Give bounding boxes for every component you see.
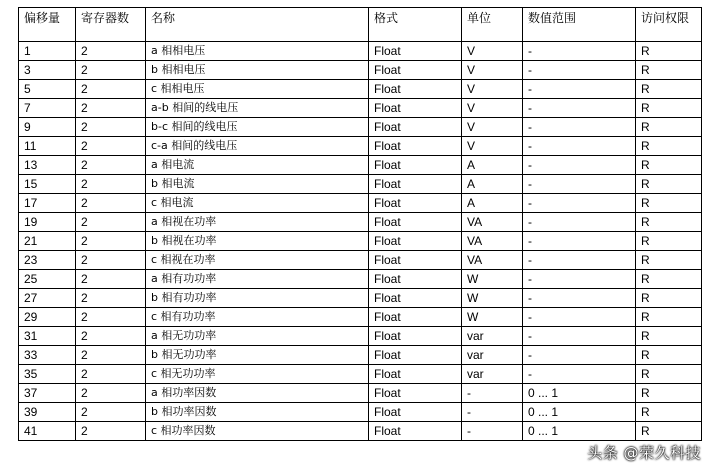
cell-value-range: - xyxy=(523,80,636,99)
cell-unit: V xyxy=(462,99,523,118)
cell-access: R xyxy=(636,175,702,194)
cell-offset: 13 xyxy=(19,156,76,175)
cell-format: Float xyxy=(369,194,462,213)
table-row xyxy=(19,289,702,308)
cell-access: R xyxy=(636,365,702,384)
cell-value-range: 0 ... 1 xyxy=(523,422,636,441)
cell-register-count: 2 xyxy=(76,365,146,384)
cell-name: a 相功率因数 xyxy=(146,384,369,403)
table-row xyxy=(19,308,702,327)
cell-format: Float xyxy=(369,346,462,365)
table-header-row xyxy=(19,8,702,42)
cell-value-range: - xyxy=(523,365,636,384)
cell-offset: 21 xyxy=(19,232,76,251)
cell-value-range: - xyxy=(523,137,636,156)
cell-register-count: 2 xyxy=(76,42,146,61)
cell-value-range: - xyxy=(523,118,636,137)
cell-offset: 15 xyxy=(19,175,76,194)
cell-name: a 相相电压 xyxy=(146,42,369,61)
cell-unit: var xyxy=(462,327,523,346)
cell-name: b 相视在功率 xyxy=(146,232,369,251)
cell-format: Float xyxy=(369,175,462,194)
cell-unit: - xyxy=(462,403,523,422)
cell-format: Float xyxy=(369,156,462,175)
cell-value-range: - xyxy=(523,156,636,175)
cell-offset: 41 xyxy=(19,422,76,441)
cell-unit: var xyxy=(462,365,523,384)
cell-offset: 29 xyxy=(19,308,76,327)
table-row xyxy=(19,80,702,99)
cell-offset: 37 xyxy=(19,384,76,403)
cell-access: R xyxy=(636,403,702,422)
table-row xyxy=(19,365,702,384)
cell-unit: V xyxy=(462,137,523,156)
cell-value-range: - xyxy=(523,99,636,118)
table-row xyxy=(19,232,702,251)
cell-format: Float xyxy=(369,289,462,308)
cell-value-range: 0 ... 1 xyxy=(523,403,636,422)
cell-format: Float xyxy=(369,99,462,118)
table-row xyxy=(19,175,702,194)
table-row xyxy=(19,270,702,289)
cell-name: a 相无功功率 xyxy=(146,327,369,346)
cell-format: Float xyxy=(369,308,462,327)
header-register-count: 寄存器数 xyxy=(76,8,146,42)
cell-access: R xyxy=(636,289,702,308)
cell-unit: W xyxy=(462,308,523,327)
cell-name: a 相电流 xyxy=(146,156,369,175)
header-format: 格式 xyxy=(369,8,462,42)
cell-access: R xyxy=(636,99,702,118)
cell-register-count: 2 xyxy=(76,61,146,80)
cell-register-count: 2 xyxy=(76,403,146,422)
cell-register-count: 2 xyxy=(76,346,146,365)
cell-name: b 相相电压 xyxy=(146,61,369,80)
cell-value-range: - xyxy=(523,346,636,365)
header-unit: 单位 xyxy=(462,8,523,42)
cell-name: c 相无功功率 xyxy=(146,365,369,384)
cell-access: R xyxy=(636,346,702,365)
cell-register-count: 2 xyxy=(76,251,146,270)
cell-name: b 相无功功率 xyxy=(146,346,369,365)
cell-access: R xyxy=(636,80,702,99)
cell-register-count: 2 xyxy=(76,384,146,403)
cell-format: Float xyxy=(369,232,462,251)
cell-unit: VA xyxy=(462,251,523,270)
cell-register-count: 2 xyxy=(76,118,146,137)
cell-format: Float xyxy=(369,118,462,137)
cell-offset: 9 xyxy=(19,118,76,137)
cell-unit: V xyxy=(462,118,523,137)
cell-format: Float xyxy=(369,42,462,61)
watermark xyxy=(587,442,701,463)
cell-access: R xyxy=(636,422,702,441)
table-row xyxy=(19,118,702,137)
cell-name: c-a 相间的线电压 xyxy=(146,137,369,156)
cell-unit: V xyxy=(462,42,523,61)
cell-offset: 35 xyxy=(19,365,76,384)
table-row xyxy=(19,194,702,213)
cell-value-range: - xyxy=(523,308,636,327)
cell-access: R xyxy=(636,270,702,289)
table-row xyxy=(19,346,702,365)
table-row xyxy=(19,99,702,118)
table-row xyxy=(19,61,702,80)
cell-name: a-b 相间的线电压 xyxy=(146,99,369,118)
cell-value-range: - xyxy=(523,251,636,270)
cell-unit: VA xyxy=(462,232,523,251)
cell-unit: A xyxy=(462,175,523,194)
table-row xyxy=(19,42,702,61)
cell-offset: 25 xyxy=(19,270,76,289)
cell-access: R xyxy=(636,327,702,346)
cell-format: Float xyxy=(369,422,462,441)
cell-value-range: - xyxy=(523,232,636,251)
cell-access: R xyxy=(636,194,702,213)
cell-unit: - xyxy=(462,422,523,441)
cell-name: a 相视在功率 xyxy=(146,213,369,232)
cell-offset: 27 xyxy=(19,289,76,308)
cell-unit: var xyxy=(462,346,523,365)
cell-unit: A xyxy=(462,194,523,213)
cell-offset: 23 xyxy=(19,251,76,270)
cell-register-count: 2 xyxy=(76,99,146,118)
cell-offset: 5 xyxy=(19,80,76,99)
cell-access: R xyxy=(636,251,702,270)
cell-value-range: - xyxy=(523,327,636,346)
cell-format: Float xyxy=(369,251,462,270)
cell-register-count: 2 xyxy=(76,194,146,213)
cell-name: b-c 相间的线电压 xyxy=(146,118,369,137)
cell-name: b 相功率因数 xyxy=(146,403,369,422)
cell-format: Float xyxy=(369,327,462,346)
cell-format: Float xyxy=(369,80,462,99)
table-row xyxy=(19,251,702,270)
cell-format: Float xyxy=(369,213,462,232)
cell-name: b 相电流 xyxy=(146,175,369,194)
cell-access: R xyxy=(636,384,702,403)
cell-name: c 相电流 xyxy=(146,194,369,213)
cell-offset: 39 xyxy=(19,403,76,422)
cell-unit: VA xyxy=(462,213,523,232)
table-row xyxy=(19,213,702,232)
cell-register-count: 2 xyxy=(76,213,146,232)
cell-offset: 7 xyxy=(19,99,76,118)
cell-offset: 1 xyxy=(19,42,76,61)
cell-value-range: - xyxy=(523,289,636,308)
cell-access: R xyxy=(636,213,702,232)
table-row xyxy=(19,384,702,403)
cell-register-count: 2 xyxy=(76,289,146,308)
cell-register-count: 2 xyxy=(76,422,146,441)
cell-format: Float xyxy=(369,403,462,422)
cell-offset: 31 xyxy=(19,327,76,346)
cell-register-count: 2 xyxy=(76,232,146,251)
cell-value-range: - xyxy=(523,270,636,289)
cell-format: Float xyxy=(369,270,462,289)
cell-format: Float xyxy=(369,384,462,403)
cell-name: b 相有功功率 xyxy=(146,289,369,308)
cell-unit: W xyxy=(462,270,523,289)
cell-format: Float xyxy=(369,365,462,384)
header-offset: 偏移量 xyxy=(19,8,76,42)
cell-value-range: - xyxy=(523,213,636,232)
cell-unit: V xyxy=(462,61,523,80)
cell-offset: 19 xyxy=(19,213,76,232)
cell-unit: A xyxy=(462,156,523,175)
cell-register-count: 2 xyxy=(76,137,146,156)
cell-offset: 11 xyxy=(19,137,76,156)
cell-access: R xyxy=(636,42,702,61)
cell-unit: - xyxy=(462,384,523,403)
cell-register-count: 2 xyxy=(76,270,146,289)
cell-offset: 3 xyxy=(19,61,76,80)
cell-register-count: 2 xyxy=(76,80,146,99)
cell-name: c 相有功功率 xyxy=(146,308,369,327)
cell-register-count: 2 xyxy=(76,156,146,175)
cell-access: R xyxy=(636,61,702,80)
cell-offset: 17 xyxy=(19,194,76,213)
header-access: 访问权限 xyxy=(636,8,702,42)
cell-unit: W xyxy=(462,289,523,308)
cell-unit: V xyxy=(462,80,523,99)
cell-access: R xyxy=(636,308,702,327)
cell-value-range: - xyxy=(523,194,636,213)
watermark-text: 头条 @荣久科技 xyxy=(587,444,701,462)
cell-name: c 相相电压 xyxy=(146,80,369,99)
cell-register-count: 2 xyxy=(76,327,146,346)
cell-value-range: - xyxy=(523,42,636,61)
table-row xyxy=(19,137,702,156)
cell-name: a 相有功功率 xyxy=(146,270,369,289)
table-row xyxy=(19,156,702,175)
cell-value-range: - xyxy=(523,61,636,80)
table-row xyxy=(19,422,702,441)
cell-format: Float xyxy=(369,137,462,156)
table-row xyxy=(19,327,702,346)
register-table xyxy=(18,7,702,441)
cell-access: R xyxy=(636,156,702,175)
cell-access: R xyxy=(636,137,702,156)
cell-format: Float xyxy=(369,61,462,80)
header-name: 名称 xyxy=(146,8,369,42)
cell-value-range: 0 ... 1 xyxy=(523,384,636,403)
table-body xyxy=(19,42,702,441)
header-value-range: 数值范围 xyxy=(523,8,636,42)
cell-access: R xyxy=(636,232,702,251)
cell-offset: 33 xyxy=(19,346,76,365)
cell-register-count: 2 xyxy=(76,175,146,194)
table-row xyxy=(19,403,702,422)
cell-register-count: 2 xyxy=(76,308,146,327)
cell-access: R xyxy=(636,118,702,137)
cell-name: c 相功率因数 xyxy=(146,422,369,441)
cell-name: c 相视在功率 xyxy=(146,251,369,270)
cell-value-range: - xyxy=(523,175,636,194)
